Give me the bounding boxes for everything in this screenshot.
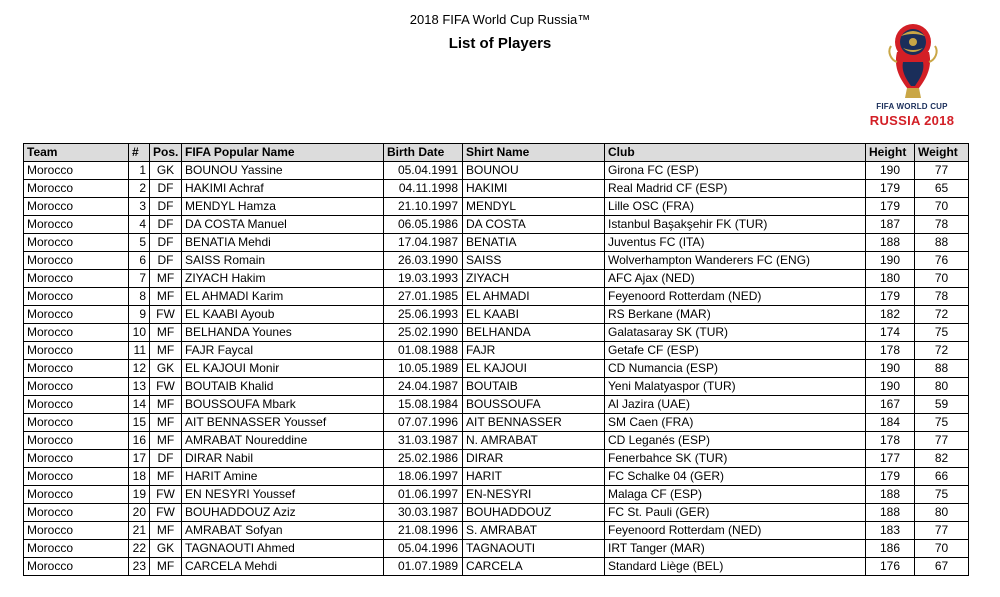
shirt-name-cell: BOUTAIB [463,378,605,396]
position-cell: FW [150,378,182,396]
birth-date-cell: 01.06.1997 [384,486,463,504]
height-cell: 186 [866,540,915,558]
shirt-name-cell: HAKIMI [463,180,605,198]
weight-cell: 82 [915,450,969,468]
position-cell: DF [150,450,182,468]
shirt-name-cell: SAISS [463,252,605,270]
shirt-name-cell: N. AMRABAT [463,432,605,450]
birth-date-cell: 07.07.1996 [384,414,463,432]
table-row [24,306,969,324]
table-row [24,162,969,180]
weight-cell: 75 [915,486,969,504]
number-cell: 1 [129,162,150,180]
popular-name-cell: CARCELA Mehdi [182,558,384,576]
popular-name-cell: DA COSTA Manuel [182,216,384,234]
column-header-birth-date: Birth Date [384,144,463,162]
popular-name-cell: TAGNAOUTI Ahmed [182,540,384,558]
club-cell: Getafe CF (ESP) [605,342,866,360]
popular-name-cell: HARIT Amine [182,468,384,486]
weight-cell: 70 [915,540,969,558]
shirt-name-cell: TAGNAOUTI [463,540,605,558]
position-cell: DF [150,216,182,234]
logo-text-bottom: RUSSIA 2018 [869,113,955,128]
birth-date-cell: 01.08.1988 [384,342,463,360]
birth-date-cell: 05.04.1996 [384,540,463,558]
document-title: List of Players [448,35,552,52]
table-row [24,558,969,576]
column-header-team: Team [24,144,129,162]
world-cup-logo [858,22,966,134]
shirt-name-cell: FAJR [463,342,605,360]
number-cell: 18 [129,468,150,486]
table-row [24,180,969,198]
weight-cell: 70 [915,270,969,288]
number-cell: 8 [129,288,150,306]
shirt-name-cell: EL KAJOUI [463,360,605,378]
weight-cell: 72 [915,306,969,324]
team-cell: Morocco [24,234,129,252]
weight-cell: 67 [915,558,969,576]
table-row [24,540,969,558]
team-cell: Morocco [24,306,129,324]
popular-name-cell: BOUTAIB Khalid [182,378,384,396]
column-header-position: Pos. [150,144,182,162]
height-cell: 188 [866,504,915,522]
club-cell: Wolverhampton Wanderers FC (ENG) [605,252,866,270]
players-table [23,143,969,576]
height-cell: 179 [866,180,915,198]
popular-name-cell: DIRAR Nabil [182,450,384,468]
weight-cell: 72 [915,342,969,360]
popular-name-cell: EL KAJOUI Monir [182,360,384,378]
height-cell: 190 [866,162,915,180]
height-cell: 187 [866,216,915,234]
position-cell: MF [150,288,182,306]
popular-name-cell: ZIYACH Hakim [182,270,384,288]
column-header-popular-name: FIFA Popular Name [182,144,384,162]
shirt-name-cell: BELHANDA [463,324,605,342]
shirt-name-cell: EN-NESYRI [463,486,605,504]
weight-cell: 88 [915,360,969,378]
birth-date-cell: 27.01.1985 [384,288,463,306]
weight-cell: 77 [915,522,969,540]
birth-date-cell: 10.05.1989 [384,360,463,378]
club-cell: Yeni Malatyaspor (TUR) [605,378,866,396]
position-cell: MF [150,558,182,576]
weight-cell: 78 [915,288,969,306]
table-header-row [24,144,969,162]
team-cell: Morocco [24,432,129,450]
weight-cell: 66 [915,468,969,486]
number-cell: 23 [129,558,150,576]
shirt-name-cell: MENDYL [463,198,605,216]
number-cell: 4 [129,216,150,234]
position-cell: GK [150,360,182,378]
birth-date-cell: 17.04.1987 [384,234,463,252]
number-cell: 13 [129,378,150,396]
birth-date-cell: 18.06.1997 [384,468,463,486]
club-cell: Malaga CF (ESP) [605,486,866,504]
popular-name-cell: FAJR Faycal [182,342,384,360]
height-cell: 188 [866,486,915,504]
number-cell: 3 [129,198,150,216]
birth-date-cell: 04.11.1998 [384,180,463,198]
position-cell: MF [150,396,182,414]
number-cell: 17 [129,450,150,468]
birth-date-cell: 25.02.1986 [384,450,463,468]
club-cell: Real Madrid CF (ESP) [605,180,866,198]
team-cell: Morocco [24,180,129,198]
club-cell: Feyenoord Rotterdam (NED) [605,522,866,540]
number-cell: 20 [129,504,150,522]
popular-name-cell: SAISS Romain [182,252,384,270]
number-cell: 22 [129,540,150,558]
position-cell: FW [150,486,182,504]
height-cell: 190 [866,360,915,378]
number-cell: 7 [129,270,150,288]
height-cell: 174 [866,324,915,342]
weight-cell: 80 [915,378,969,396]
position-cell: DF [150,252,182,270]
club-cell: IRT Tanger (MAR) [605,540,866,558]
position-cell: MF [150,468,182,486]
weight-cell: 88 [915,234,969,252]
column-header-number: # [129,144,150,162]
team-cell: Morocco [24,288,129,306]
club-cell: Juventus FC (ITA) [605,234,866,252]
popular-name-cell: AIT BENNASSER Youssef [182,414,384,432]
birth-date-cell: 25.02.1990 [384,324,463,342]
height-cell: 182 [866,306,915,324]
table-row [24,342,969,360]
table-row [24,432,969,450]
position-cell: MF [150,522,182,540]
popular-name-cell: EN NESYRI Youssef [182,486,384,504]
table-row [24,270,969,288]
popular-name-cell: HAKIMI Achraf [182,180,384,198]
birth-date-cell: 19.03.1993 [384,270,463,288]
number-cell: 10 [129,324,150,342]
table-row [24,252,969,270]
team-cell: Morocco [24,360,129,378]
club-cell: CD Numancia (ESP) [605,360,866,378]
weight-cell: 59 [915,396,969,414]
number-cell: 2 [129,180,150,198]
position-cell: MF [150,270,182,288]
shirt-name-cell: S. AMRABAT [463,522,605,540]
birth-date-cell: 30.03.1987 [384,504,463,522]
birth-date-cell: 25.06.1993 [384,306,463,324]
team-cell: Morocco [24,486,129,504]
table-row [24,486,969,504]
number-cell: 9 [129,306,150,324]
club-cell: SM Caen (FRA) [605,414,866,432]
team-cell: Morocco [24,324,129,342]
popular-name-cell: BOUSSOUFA Mbark [182,396,384,414]
position-cell: GK [150,540,182,558]
number-cell: 16 [129,432,150,450]
table-row [24,396,969,414]
height-cell: 167 [866,396,915,414]
position-cell: MF [150,414,182,432]
team-cell: Morocco [24,270,129,288]
club-cell: Girona FC (ESP) [605,162,866,180]
height-cell: 184 [866,414,915,432]
shirt-name-cell: DA COSTA [463,216,605,234]
height-cell: 179 [866,468,915,486]
number-cell: 12 [129,360,150,378]
world-cup-trophy-icon [883,22,943,100]
position-cell: MF [150,432,182,450]
table-row [24,234,969,252]
column-header-club: Club [605,144,866,162]
birth-date-cell: 26.03.1990 [384,252,463,270]
birth-date-cell: 05.04.1991 [384,162,463,180]
position-cell: DF [150,198,182,216]
popular-name-cell: EL AHMADI Karim [182,288,384,306]
popular-name-cell: BOUHADDOUZ Aziz [182,504,384,522]
weight-cell: 75 [915,324,969,342]
height-cell: 188 [866,234,915,252]
number-cell: 11 [129,342,150,360]
team-cell: Morocco [24,414,129,432]
weight-cell: 77 [915,162,969,180]
document-subtitle: 2018 FIFA World Cup Russia™ [409,12,591,27]
table-row [24,414,969,432]
team-cell: Morocco [24,216,129,234]
shirt-name-cell: EL KAABI [463,306,605,324]
height-cell: 190 [866,252,915,270]
height-cell: 176 [866,558,915,576]
table-row [24,378,969,396]
table-row [24,324,969,342]
birth-date-cell: 15.08.1984 [384,396,463,414]
club-cell: FC Schalke 04 (GER) [605,468,866,486]
table-row [24,450,969,468]
shirt-name-cell: BOUNOU [463,162,605,180]
table-row [24,504,969,522]
weight-cell: 76 [915,252,969,270]
number-cell: 15 [129,414,150,432]
logo-text-top: FIFA WORLD CUP [876,102,948,111]
club-cell: FC St. Pauli (GER) [605,504,866,522]
height-cell: 183 [866,522,915,540]
number-cell: 19 [129,486,150,504]
shirt-name-cell: BOUSSOUFA [463,396,605,414]
height-cell: 179 [866,198,915,216]
club-cell: RS Berkane (MAR) [605,306,866,324]
number-cell: 6 [129,252,150,270]
team-cell: Morocco [24,504,129,522]
birth-date-cell: 24.04.1987 [384,378,463,396]
shirt-name-cell: BOUHADDOUZ [463,504,605,522]
shirt-name-cell: AIT BENNASSER [463,414,605,432]
height-cell: 178 [866,432,915,450]
team-cell: Morocco [24,468,129,486]
birth-date-cell: 01.07.1989 [384,558,463,576]
team-cell: Morocco [24,252,129,270]
table-row [24,288,969,306]
table-row [24,360,969,378]
number-cell: 5 [129,234,150,252]
table-row [24,522,969,540]
popular-name-cell: AMRABAT Noureddine [182,432,384,450]
position-cell: DF [150,234,182,252]
popular-name-cell: BELHANDA Younes [182,324,384,342]
column-header-height: Height [866,144,915,162]
club-cell: CD Leganés (ESP) [605,432,866,450]
team-cell: Morocco [24,198,129,216]
shirt-name-cell: ZIYACH [463,270,605,288]
birth-date-cell: 06.05.1986 [384,216,463,234]
team-cell: Morocco [24,450,129,468]
position-cell: FW [150,504,182,522]
birth-date-cell: 21.08.1996 [384,522,463,540]
height-cell: 190 [866,378,915,396]
weight-cell: 65 [915,180,969,198]
club-cell: Fenerbahce SK (TUR) [605,450,866,468]
birth-date-cell: 21.10.1997 [384,198,463,216]
club-cell: Istanbul Başakşehir FK (TUR) [605,216,866,234]
position-cell: MF [150,324,182,342]
popular-name-cell: BENATIA Mehdi [182,234,384,252]
popular-name-cell: MENDYL Hamza [182,198,384,216]
table-row [24,468,969,486]
birth-date-cell: 31.03.1987 [384,432,463,450]
shirt-name-cell: CARCELA [463,558,605,576]
shirt-name-cell: DIRAR [463,450,605,468]
shirt-name-cell: EL AHMADI [463,288,605,306]
height-cell: 179 [866,288,915,306]
position-cell: GK [150,162,182,180]
height-cell: 178 [866,342,915,360]
club-cell: Standard Liège (BEL) [605,558,866,576]
club-cell: Galatasaray SK (TUR) [605,324,866,342]
popular-name-cell: EL KAABI Ayoub [182,306,384,324]
club-cell: Al Jazira (UAE) [605,396,866,414]
team-cell: Morocco [24,378,129,396]
height-cell: 177 [866,450,915,468]
popular-name-cell: AMRABAT Sofyan [182,522,384,540]
height-cell: 180 [866,270,915,288]
weight-cell: 80 [915,504,969,522]
weight-cell: 78 [915,216,969,234]
weight-cell: 70 [915,198,969,216]
weight-cell: 77 [915,432,969,450]
table-row [24,216,969,234]
column-header-weight: Weight [915,144,969,162]
position-cell: MF [150,342,182,360]
number-cell: 14 [129,396,150,414]
team-cell: Morocco [24,558,129,576]
team-cell: Morocco [24,396,129,414]
column-header-shirt-name: Shirt Name [463,144,605,162]
position-cell: DF [150,180,182,198]
number-cell: 21 [129,522,150,540]
team-cell: Morocco [24,162,129,180]
popular-name-cell: BOUNOU Yassine [182,162,384,180]
team-cell: Morocco [24,342,129,360]
shirt-name-cell: HARIT [463,468,605,486]
team-cell: Morocco [24,540,129,558]
club-cell: Feyenoord Rotterdam (NED) [605,288,866,306]
club-cell: Lille OSC (FRA) [605,198,866,216]
position-cell: FW [150,306,182,324]
team-cell: Morocco [24,522,129,540]
table-row [24,198,969,216]
shirt-name-cell: BENATIA [463,234,605,252]
club-cell: AFC Ajax (NED) [605,270,866,288]
weight-cell: 75 [915,414,969,432]
